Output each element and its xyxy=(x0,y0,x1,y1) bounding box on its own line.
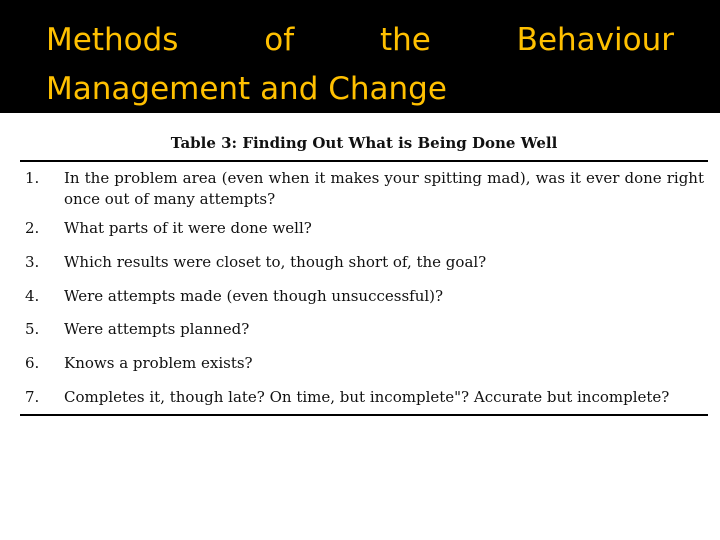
table-top-rule xyxy=(20,160,708,162)
title-word: Methods xyxy=(46,22,179,58)
row-number: 6. xyxy=(25,354,40,372)
title-word: the xyxy=(379,22,431,58)
row-text: Were attempts planned? xyxy=(64,320,250,338)
table-figure xyxy=(20,128,708,420)
table-row xyxy=(20,252,708,286)
title-line-1 xyxy=(46,16,674,65)
row-number: 5. xyxy=(25,320,40,338)
table-row xyxy=(20,168,708,218)
table-caption: Table 3: Finding Out What is Being Done Well xyxy=(170,134,558,152)
title-word: Behaviour xyxy=(516,22,674,58)
row-text: In the problem area (even when it makes your spitting mad), was it ever done right once out of many attempts? xyxy=(64,169,704,208)
row-number: 2. xyxy=(25,219,40,237)
table-row xyxy=(20,387,708,417)
row-text: Knows a problem exists? xyxy=(64,354,253,372)
row-number: 1. xyxy=(25,169,40,187)
table-rows xyxy=(20,168,708,417)
title-line-2: Management and Change xyxy=(46,71,447,107)
row-text: Were attempts made (even though unsuccessful)? xyxy=(64,287,444,305)
table-row xyxy=(20,353,708,387)
table-row xyxy=(20,286,708,319)
slide-title xyxy=(46,16,674,114)
table-bottom-rule xyxy=(20,414,708,416)
row-text: What parts of it were done well? xyxy=(64,219,312,237)
row-text: Which results were closet to, though short of, the goal? xyxy=(64,253,487,271)
row-number: 4. xyxy=(25,287,40,305)
title-band xyxy=(0,0,720,113)
row-text: Completes it, though late? On time, but incomplete"? Accurate but incomplete? xyxy=(64,388,670,406)
title-word: of xyxy=(264,22,295,58)
table-row xyxy=(20,319,708,353)
row-number: 7. xyxy=(25,388,40,406)
table-row xyxy=(20,218,708,252)
row-number: 3. xyxy=(25,253,40,271)
